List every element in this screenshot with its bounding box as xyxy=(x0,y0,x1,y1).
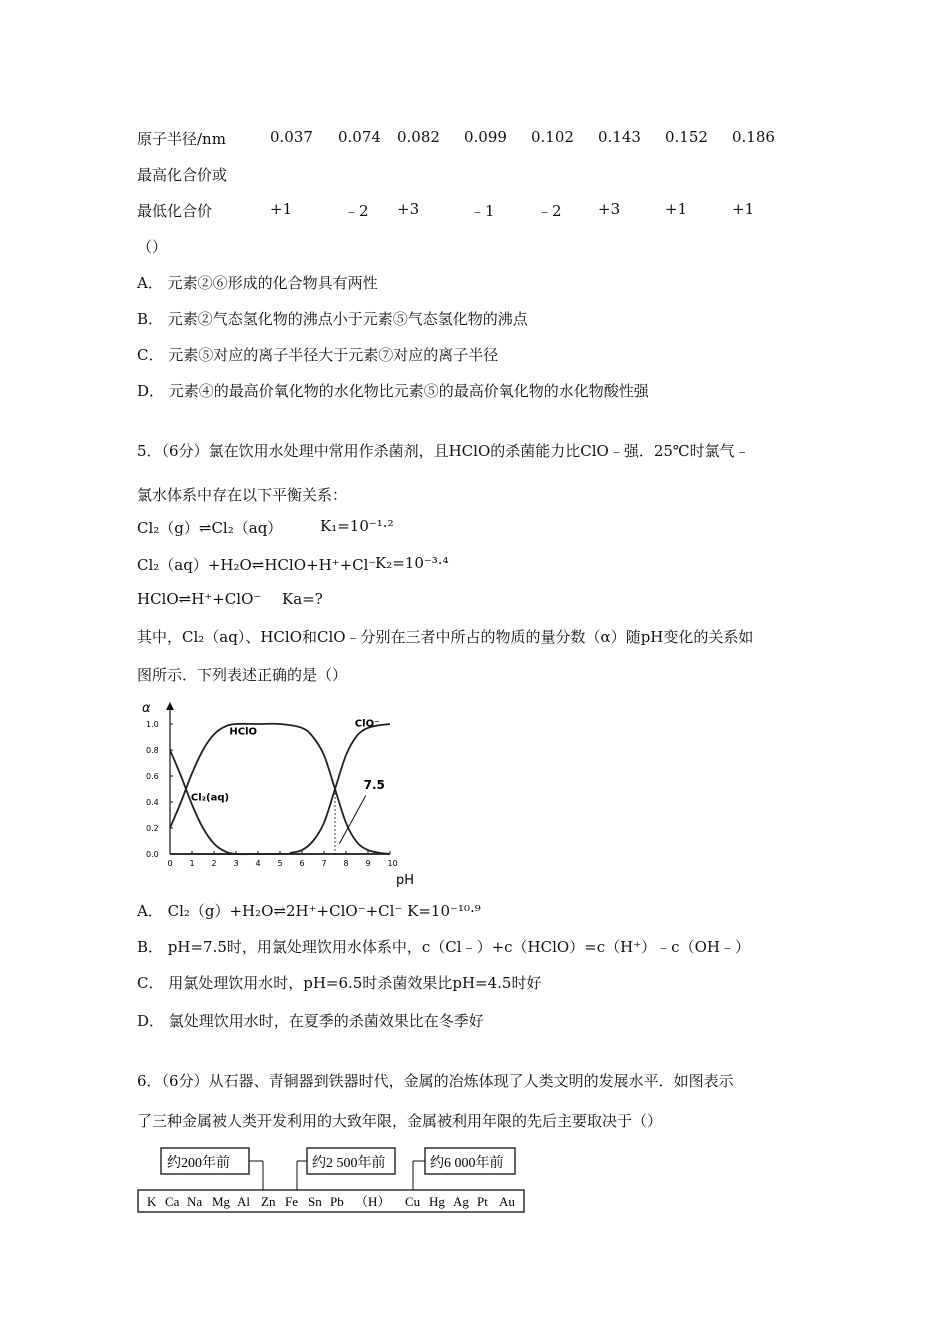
radius-value: 0.082 xyxy=(397,128,440,146)
x-tick-label: 2 xyxy=(211,859,217,868)
element-symbol: （H） xyxy=(355,1194,391,1209)
q6-stem-line1: 6．（6分）从石器、青铜器到铁器时代，金属的冶炼体现了人类文明的发展水平．如图表示 xyxy=(137,1072,734,1090)
valence-value: +1 xyxy=(270,200,293,218)
radius-value: 0.099 xyxy=(464,128,507,146)
q5-eq2-k: K₂=10⁻³·⁴ xyxy=(375,554,449,572)
q5-eq1: Cl₂（g）⇌Cl₂（aq） xyxy=(137,519,283,537)
q5-option-b: B． pH=7.5时，用氯处理饮用水体系中，c（Cl﹣）+c（HClO）=c（H⁺）﹣c（OH﹣） xyxy=(137,938,750,956)
row-label-valence-a: 最高化合价或 xyxy=(137,166,228,184)
q5-stem-line2: 氯水体系中存在以下平衡关系： xyxy=(137,486,348,504)
question-4-paren: （） xyxy=(137,238,168,256)
q5-eq2: Cl₂（aq）+H₂O⇌HClO+H⁺+Cl⁻ xyxy=(137,556,377,574)
element-symbol: Al xyxy=(237,1194,250,1209)
x-tick-label: 7 xyxy=(321,859,327,868)
q5-eq1-k: K₁=10⁻¹·² xyxy=(320,517,394,535)
element-symbol: K xyxy=(147,1194,157,1209)
x-tick-label: 8 xyxy=(343,859,349,868)
element-symbol: Pb xyxy=(330,1194,344,1209)
element-symbol: Pt xyxy=(477,1194,488,1209)
q5-stem-line1: 5．（6分）氯在饮用水处理中常用作杀菌剂，且HClO的杀菌能力比ClO﹣强．25℃时氯气﹣ xyxy=(137,442,750,460)
element-symbol: Hg xyxy=(429,1194,445,1209)
valence-value: +1 xyxy=(665,200,688,218)
series-label-hclo: HClO xyxy=(229,726,258,738)
label-200: 约200年前 xyxy=(167,1156,230,1171)
annotation-7.5: 7.5 xyxy=(363,778,385,792)
element-symbol: Fe xyxy=(285,1194,298,1209)
y-tick-label: 0.0 xyxy=(146,850,159,859)
series-label-clo: ClO⁻ xyxy=(354,718,380,730)
row-label-radius: 原子半径/nm xyxy=(137,130,226,148)
series-label-cl2aq: Cl₂(aq) xyxy=(190,792,230,804)
y-tick-label: 0.8 xyxy=(146,746,159,755)
x-tick-label: 3 xyxy=(233,859,239,868)
q4-option-d: D． 元素④的最高价氧化物的水化物比元素⑤的最高价氧化物的水化物酸性强 xyxy=(137,382,649,400)
x-tick-label: 5 xyxy=(277,859,283,868)
x-tick-label: 10 xyxy=(387,859,398,868)
y-axis-label: α xyxy=(142,701,151,716)
label-2500: 约2 500年前 xyxy=(312,1156,386,1171)
x-tick-label: 0 xyxy=(167,859,173,868)
curves xyxy=(170,724,390,854)
x-tick-label: 4 xyxy=(255,859,261,868)
y-tick-label: 0.6 xyxy=(146,772,159,781)
y-tick-label: 0.2 xyxy=(146,824,159,833)
metal-activity-series-diagram xyxy=(137,1146,527,1216)
curve-hclo xyxy=(170,724,390,854)
q5-stem-line4: 图所示．下列表述正确的是（） xyxy=(137,666,348,684)
q5-eq3: HClO⇌H⁺+ClO⁻ xyxy=(137,590,262,608)
q5-eq3-k: Ka=? xyxy=(282,590,323,608)
element-symbol: Au xyxy=(499,1194,515,1209)
q4-option-b: B． 元素②气态氢化物的沸点小于元素⑤气态氢化物的沸点 xyxy=(137,310,528,328)
radius-value: 0.074 xyxy=(338,128,381,146)
q5-stem-line3: 其中，Cl₂（aq）、HClO和ClO﹣分别在三者中所占的物质的量分数（α）随pH变化的关系如 xyxy=(137,628,754,646)
valence-value: +3 xyxy=(397,200,420,218)
valence-value: ﹣1 xyxy=(470,202,495,220)
q4-option-a: A． 元素②⑥形成的化合物具有两性 xyxy=(137,274,378,292)
label-6000: 约6 000年前 xyxy=(430,1156,504,1171)
q6-stem-line2: 了三种金属被人类开发利用的大致年限，金属被利用年限的先后主要取决于（） xyxy=(137,1112,663,1130)
x-axis-label: pH xyxy=(396,873,415,888)
radius-value: 0.037 xyxy=(270,128,313,146)
element-symbol: Sn xyxy=(308,1194,322,1209)
valence-value: ﹣2 xyxy=(537,202,562,220)
y-tick-label: 0.4 xyxy=(146,798,159,807)
radius-value: 0.102 xyxy=(531,128,574,146)
valence-value: +3 xyxy=(598,200,621,218)
radius-value: 0.143 xyxy=(598,128,641,146)
radius-value: 0.152 xyxy=(665,128,708,146)
element-symbol: Zn xyxy=(261,1194,276,1209)
curve-clo xyxy=(170,724,390,854)
element-symbol: Cu xyxy=(405,1194,421,1209)
element-symbol: Mg xyxy=(212,1194,231,1209)
element-symbol: Ca xyxy=(165,1194,180,1209)
q4-option-c: C． 元素⑤对应的离子半径大于元素⑦对应的离子半径 xyxy=(137,346,499,364)
q5-option-a: A． Cl₂（g）+H₂O⇌2H⁺+ClO⁻+Cl⁻ K=10⁻¹⁰·⁹ xyxy=(137,902,481,920)
y-axis-arrow-icon xyxy=(166,702,174,710)
valence-value: ﹣2 xyxy=(344,202,369,220)
radius-value: 0.186 xyxy=(732,128,775,146)
y-tick-label: 1.0 xyxy=(146,720,159,729)
y-ticks xyxy=(146,720,173,859)
x-tick-label: 1 xyxy=(189,859,195,868)
valence-value: +1 xyxy=(732,200,755,218)
element-symbol: Na xyxy=(187,1194,203,1209)
q5-option-d: D． 氯处理饮用水时，在夏季的杀菌效果比在冬季好 xyxy=(137,1012,484,1030)
alpha-ph-chart xyxy=(140,700,430,892)
x-tick-label: 6 xyxy=(299,859,305,868)
row-label-valence-b: 最低化合价 xyxy=(137,202,213,220)
q5-option-c: C． 用氯处理饮用水时，pH=6.5时杀菌效果比pH=4.5时好 xyxy=(137,974,542,992)
element-symbol: Ag xyxy=(453,1194,469,1209)
x-tick-label: 9 xyxy=(365,859,371,868)
